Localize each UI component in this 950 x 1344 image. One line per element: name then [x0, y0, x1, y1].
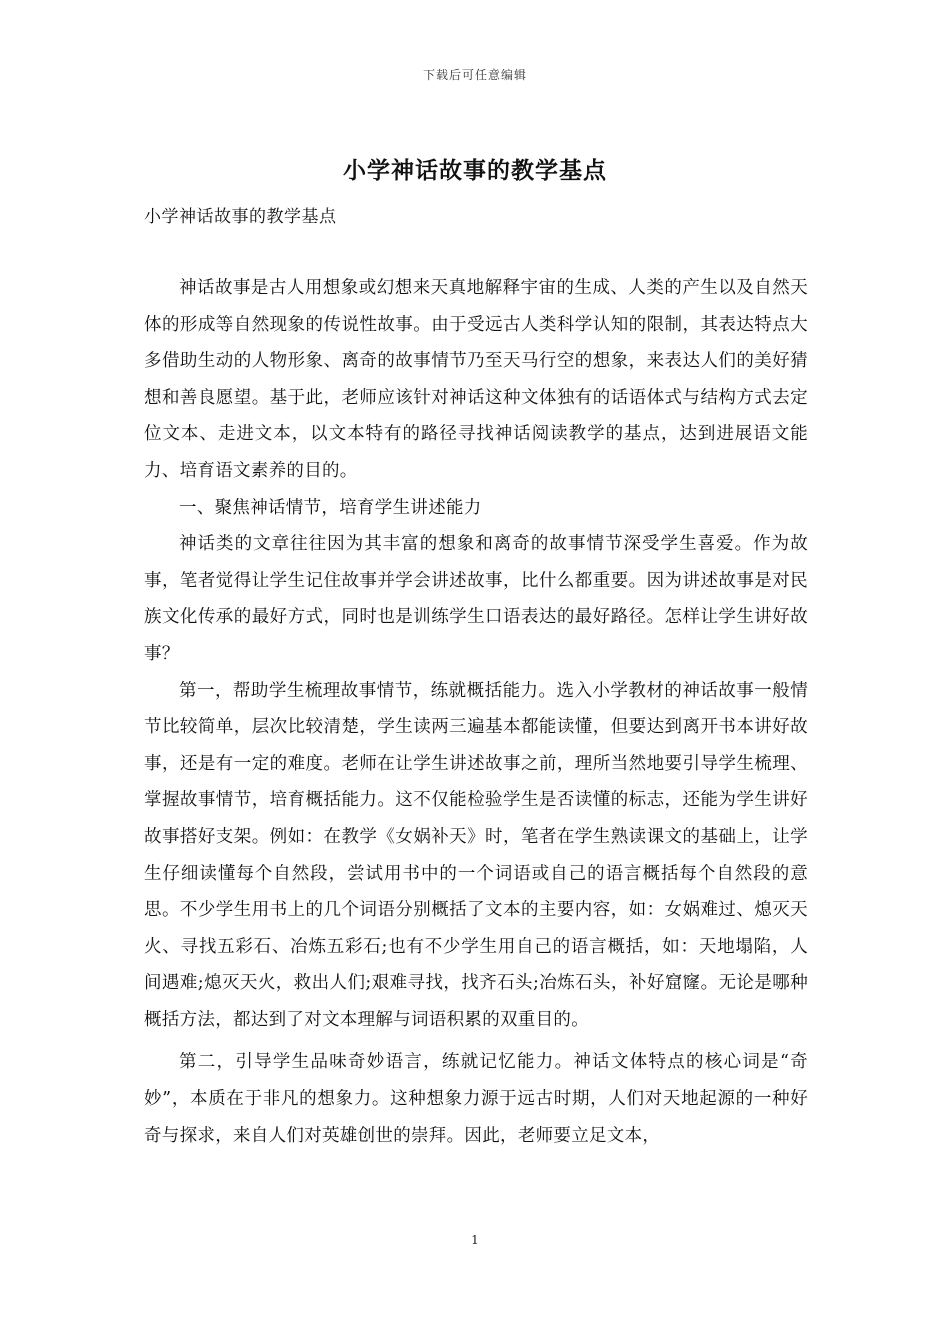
page-number: 1	[471, 1233, 479, 1247]
document-body	[144, 270, 808, 1154]
document-subtitle: 小学神话故事的教学基点	[144, 207, 337, 227]
document-title: 小学神话故事的教学基点	[343, 157, 607, 184]
paragraph-point-1: 第一，帮助学生梳理故事情节，练就概括能力。选入小学教材的神话故事一般情节比较简单，层次比较清楚，学生读两三遍基本都能读懂，但要达到离开书本讲好故事，还是有一定的难度。老师在让学生讲述故事之前，理所当然地要引导学生梳理、掌握故事情节，培育概括能力。这不仅能检验学生是否读懂的标志，还能为学生讲好故事搭好支架。例如：在教学《女娲补天》时，笔者在学生熟读课文的基础上，让学生仔细读懂每个自然段，尝试用书中的一个词语或自己的语言概括每个自然段的意思。不少学生用书上的几个词语分别概括了文本的主要内容，如：女娲难过、熄灭天火、寻找五彩石、冶炼五彩石;也有不少学生用自己的语言概括，如：天地塌陷，人间遇难;熄灭天火，救出人们;艰难寻找，找齐石头;冶炼石头，补好窟窿。无论是哪种概括方法，都达到了对文本理解与词语积累的双重目的。	[144, 680, 808, 1030]
paragraph-section-1-intro: 神话类的文章往往因为其丰富的想象和离奇的故事情节深受学生喜爱。作为故事，笔者觉得让学生记住故事并学会讲述故事，比什么都重要。因为讲述故事是对民族文化传承的最好方式，同时也是训练学生口语表达的最好路径。怎样让学生讲好故事？	[144, 534, 808, 664]
paragraph-intro: 神话故事是古人用想象或幻想来天真地解释宇宙的生成、人类的产生以及自然天体的形成等自然现象的传说性故事。由于受远古人类科学认知的限制，其表达特点大多借助生动的人物形象、离奇的故事情节乃至天马行空的想象，来表达人们的美好猜想和善良愿望。基于此，老师应该针对神话这种文体独有的话语体式与结构方式去定位文本、走进文本，以文本特有的路径寻找神话阅读教学的基点，达到进展语文能力、培育语文素养的目的。	[144, 278, 808, 481]
section-heading-1: 一、聚焦神话情节，培育学生讲述能力	[179, 497, 482, 518]
header-note: 下载后可任意编辑	[422, 68, 527, 82]
paragraph-point-2: 第二，引导学生品味奇妙语言，练就记忆能力。神话文体特点的核心词是“奇妙”，本质在于非凡的想象力。这种想象力源于远古时期，人们对天地起源的一种好奇与探求，来自人们对英雄创世的崇拜。因此，老师要立足文本，	[144, 1052, 808, 1146]
